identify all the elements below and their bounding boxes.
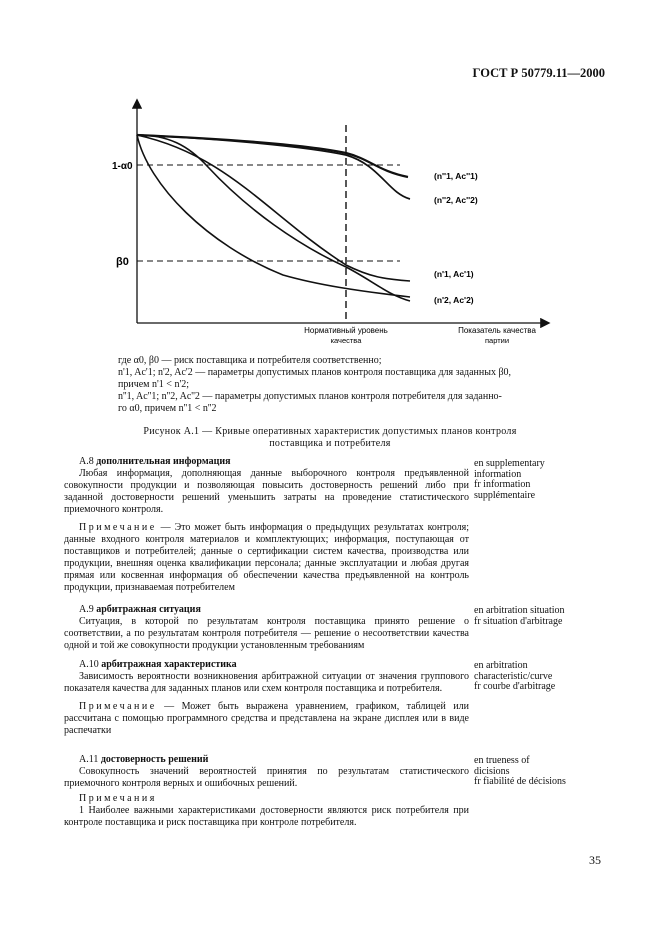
note-text: — Может быть выражена уравнением, графиком, таблицей или рассчитана с помощью программного средства и представлена на экране дисплея или в виде распечатки	[64, 701, 470, 736]
term-line: dicisions	[474, 765, 510, 777]
terms-a8	[474, 459, 545, 501]
section-a8	[64, 456, 469, 594]
curve-label-consumer-2: (n''2, Ac''2)	[434, 195, 478, 205]
normative-label-line2: качества	[330, 336, 362, 345]
section-note	[64, 522, 469, 594]
caption-line: Рисунок А.1 — Кривые оперативных характеристик допустимых планов контроля	[143, 426, 517, 437]
caption-line: поставщика и потребителя	[269, 438, 391, 449]
term-line: fr situation d'arbitrage	[474, 615, 563, 627]
section-note: 1 Наиболее важными характеристиками достоверности являются риск потребителя при контроле поставщика и риск поставщика при контроле потребителя.	[64, 805, 469, 828]
section-title: дополнительная информация	[96, 456, 231, 467]
axis-label-line2: партии	[484, 336, 510, 345]
section-body: Любая информация, дополняющая данные выборочного контроля предъявленной совокупности продукции и позволяющая повысить достоверность решений либо при заданной достоверности решений уменьшить затраты на проведение статистического приемочного контроля.	[64, 468, 469, 515]
section-number: А.9	[79, 604, 94, 615]
legend-line: n''1, Ac''1; n''2, Ac''2 — параметры допустимых планов контроля потребителя для заданно-	[118, 391, 502, 402]
document-header: ГОСТ Р 50779.11—2000	[472, 66, 605, 80]
curve-label-consumer-1: (n''1, Ac''1)	[434, 171, 478, 181]
term-line: fr courbe d'arbitrage	[474, 681, 556, 692]
curve-oc-main	[137, 135, 410, 297]
section-body: Ситуация, в которой по результатам контроля поставщика принято решение о соответствии, а по результатам контроля потребителя — решение о несоответствии качества одной и той же совокупности продукции установленным требованиям	[64, 616, 469, 651]
term-line: en arbitration situation	[474, 605, 565, 616]
section-body: Зависимость вероятности возникновения арбитражной ситуации от значения группового показателя качества для заданных планов или схем контроля поставщика и потребителя.	[64, 671, 469, 694]
section-title: арбитражная ситуация	[96, 604, 201, 615]
section-number: А.8	[79, 456, 94, 467]
beta-label: β0	[116, 256, 129, 268]
normative-label-line1: Нормативный уровень	[304, 326, 388, 335]
section-heading	[79, 754, 469, 766]
section-a9	[64, 604, 469, 652]
curve-label-supplier-1: (n'1, Ac'1)	[434, 269, 474, 279]
curve-n2-consumer	[137, 135, 410, 199]
term-line: fr information	[474, 479, 531, 490]
term-line: en arbitration	[474, 660, 528, 671]
term-line: characteristic/curve	[474, 670, 553, 682]
figure-caption	[90, 426, 570, 450]
note-text: — Это может быть информация о предыдущих результатах контроля; данные входного контроля материалов и комплектующих; информация, поступающая от поставщиков и потребителей; данные о сертификации систем качества, производства или продукции, внешняя оценка квалификации персонала; данные эксплуатации и любая другая прямая или косвенная информация об обеспечении качества предъявленной на контроль продукции, признаваемая потребителем	[64, 522, 470, 593]
section-number: А.10	[79, 659, 99, 670]
terms-a11	[474, 756, 566, 788]
legend-line: го α0, причем n''1 < n''2	[118, 403, 217, 414]
figure-legend	[118, 355, 558, 415]
section-a11	[64, 754, 469, 829]
alpha-label: 1-α0	[112, 161, 133, 172]
section-notes-label	[64, 793, 469, 805]
curve-n1-consumer	[137, 135, 408, 177]
section-title: арбитражная характеристика	[101, 659, 237, 670]
legend-line: n'1, Ac'1; n'2, Ac'2 — параметры допустимых планов контроля поставщика для заданных β0,	[118, 367, 512, 378]
curve-label-supplier-2: (n'2, Ac'2)	[434, 295, 474, 305]
legend-line: где α0, β0 — риск поставщика и потребителя соответственно;	[118, 355, 382, 366]
term-line: en trueness of	[474, 755, 530, 766]
note-label: Примечание	[79, 522, 157, 533]
oc-curves-figure	[108, 95, 558, 355]
term-line: information	[474, 468, 522, 480]
terms-a10	[474, 661, 555, 693]
section-a10	[64, 659, 469, 737]
curve-n2-supplier	[137, 135, 410, 301]
page-number: 35	[589, 853, 601, 867]
section-heading	[79, 659, 469, 671]
section-heading	[79, 456, 469, 468]
axis-label-line1: Показатель качества	[458, 326, 536, 335]
notes-label: Примечания	[79, 793, 157, 804]
term-line: en supplementary	[474, 458, 545, 469]
term-line: supplémentaire	[474, 489, 536, 501]
section-body: Совокупность значений вероятностей принятия по результатам статистического приемочного контроля верных и ошибочных решений.	[64, 766, 469, 789]
term-line: fr fiabilité de décisions	[474, 776, 566, 787]
legend-line: причем n'1 < n'2;	[118, 379, 190, 390]
note-label: Примечание	[79, 701, 157, 712]
curve-n1-supplier	[137, 135, 410, 281]
section-title: достоверность решений	[100, 754, 209, 765]
terms-a9	[474, 606, 565, 627]
section-number: А.11	[79, 754, 99, 765]
section-note	[64, 701, 469, 737]
section-heading	[79, 604, 469, 616]
